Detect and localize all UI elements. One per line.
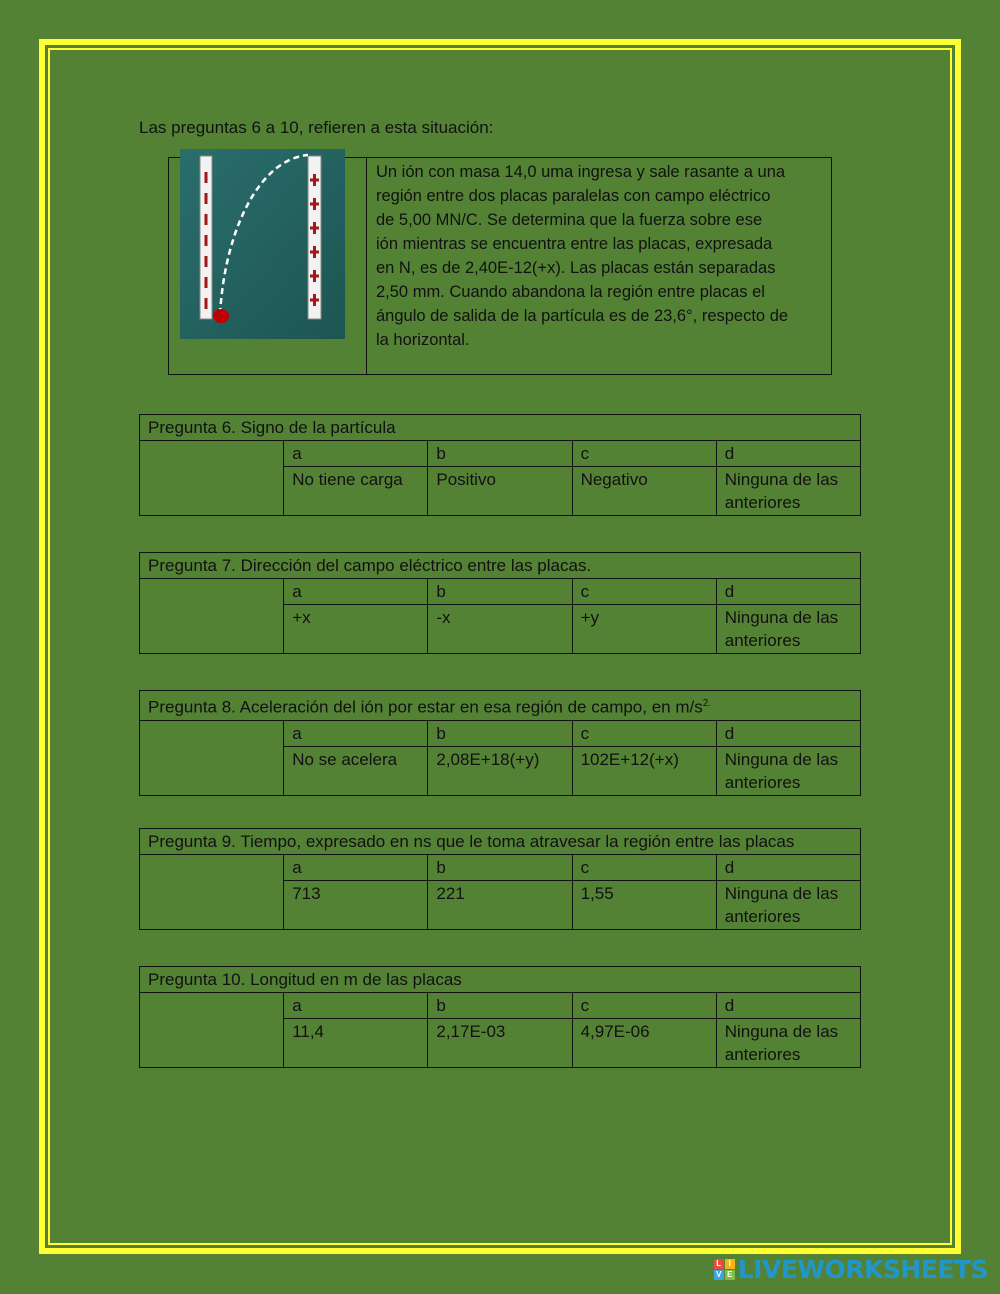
option-answer-d[interactable]: Ninguna de las anteriores <box>716 467 860 516</box>
minus-sign <box>205 214 208 225</box>
question-title-text: Pregunta 10. Longitud en m de las placas <box>148 970 462 989</box>
option-answer-a[interactable]: No se acelera <box>284 746 428 795</box>
option-letter-c: c <box>572 720 716 746</box>
answer-blank-cell[interactable] <box>140 720 284 795</box>
option-answer-d[interactable]: Ninguna de las anteriores <box>716 605 860 654</box>
option-letter-b: b <box>428 993 572 1019</box>
option-letter-d: d <box>716 441 860 467</box>
situation-line: región entre dos placas paralelas con campo eléctrico <box>376 187 771 205</box>
situation-line: 2,50 mm. Cuando abandona la región entre placas el <box>376 283 765 301</box>
liveworksheets-logo <box>714 1255 988 1284</box>
answer-blank-cell[interactable] <box>140 579 284 654</box>
option-answer-b[interactable]: 221 <box>428 881 572 930</box>
logo-mark-l: L <box>714 1259 724 1269</box>
situation-line: ángulo de salida de la partícula es de 23,6°, respecto de <box>376 307 789 325</box>
unit-superscript: 2. <box>702 698 712 709</box>
logo-mark-v: V <box>714 1270 724 1280</box>
option-answer-a[interactable]: 11,4 <box>284 1019 428 1068</box>
minus-sign <box>205 298 208 309</box>
option-letter-c: c <box>572 579 716 605</box>
option-answer-d[interactable]: Ninguna de las anteriores <box>716 881 860 930</box>
option-answer-b[interactable]: 2,08E+18(+y) <box>428 746 572 795</box>
question-table-8 <box>139 690 861 796</box>
logo-text: LIVEWORKSHEETS <box>737 1255 988 1284</box>
option-letter-c: c <box>572 441 716 467</box>
option-letter-a: a <box>284 441 428 467</box>
option-letter-b: b <box>428 441 572 467</box>
situation-line: en N, es de 2,40E-12(+x). Las placas están separadas <box>376 259 776 277</box>
question-title-text: Pregunta 7. Dirección del campo eléctrico entre las placas. <box>148 556 592 575</box>
question-title <box>140 415 861 441</box>
option-answer-c[interactable]: Negativo <box>572 467 716 516</box>
situation-figure-cell <box>169 158 367 374</box>
option-letter-d: d <box>716 720 860 746</box>
option-letter-d: d <box>716 993 860 1019</box>
option-answer-c[interactable]: +y <box>572 605 716 654</box>
option-answer-d[interactable]: Ninguna de las anteriores <box>716 1019 860 1068</box>
parallel-plates-illustration <box>180 149 345 339</box>
situation-line: Un ión con masa 14,0 uma ingresa y sale rasante a una <box>376 163 786 181</box>
option-letter-c: c <box>572 855 716 881</box>
option-answer-b[interactable]: Positivo <box>428 467 572 516</box>
option-answer-d[interactable]: Ninguna de las anteriores <box>716 746 860 795</box>
option-answer-c[interactable]: 1,55 <box>572 881 716 930</box>
situation-line: de 5,00 MN/C. Se determina que la fuerza sobre ese <box>376 211 763 229</box>
question-title <box>140 829 861 855</box>
situation-line: ión mientras se encuentra entre las placas, expresada <box>376 235 773 253</box>
option-letter-a: a <box>284 993 428 1019</box>
logo-mark-icon <box>714 1259 735 1280</box>
option-answer-b[interactable]: 2,17E-03 <box>428 1019 572 1068</box>
question-title-text: Pregunta 6. Signo de la partícula <box>148 418 396 437</box>
question-table-9 <box>139 828 861 930</box>
option-letter-b: b <box>428 579 572 605</box>
question-title <box>140 553 861 579</box>
answer-blank-cell[interactable] <box>140 441 284 516</box>
option-answer-c[interactable]: 4,97E-06 <box>572 1019 716 1068</box>
logo-mark-i: I <box>725 1259 735 1269</box>
situation-line: la horizontal. <box>376 331 470 349</box>
minus-sign <box>205 172 208 183</box>
option-letter-a: a <box>284 855 428 881</box>
option-answer-a[interactable]: No tiene carga <box>284 467 428 516</box>
logo-mark-e: E <box>725 1270 735 1280</box>
option-letter-b: b <box>428 720 572 746</box>
minus-sign <box>205 256 208 267</box>
minus-sign <box>205 277 208 288</box>
option-letter-c: c <box>572 993 716 1019</box>
option-letter-b: b <box>428 855 572 881</box>
answer-blank-cell[interactable] <box>140 993 284 1068</box>
minus-sign <box>205 193 208 204</box>
question-title <box>140 967 861 993</box>
situation-description <box>367 158 831 374</box>
option-answer-a[interactable]: +x <box>284 605 428 654</box>
question-table-6 <box>139 414 861 516</box>
option-letter-d: d <box>716 579 860 605</box>
question-table-10 <box>139 966 861 1068</box>
question-title-text: Pregunta 9. Tiempo, expresado en ns que le toma atravesar la región entre las placas <box>148 832 795 851</box>
question-table-7 <box>139 552 861 654</box>
question-title <box>140 691 861 721</box>
option-letter-d: d <box>716 855 860 881</box>
particle-ion <box>213 309 229 323</box>
answer-blank-cell[interactable] <box>140 855 284 930</box>
intro-text: Las preguntas 6 a 10, refieren a esta situación: <box>139 118 494 137</box>
option-answer-a[interactable]: 713 <box>284 881 428 930</box>
option-letter-a: a <box>284 579 428 605</box>
option-answer-b[interactable]: -x <box>428 605 572 654</box>
question-title-text: Pregunta 8. Aceleración del ión por estar en esa región de campo, en m/s <box>148 697 703 717</box>
option-answer-c[interactable]: 102E+12(+x) <box>572 746 716 795</box>
option-letter-a: a <box>284 720 428 746</box>
minus-sign <box>205 235 208 246</box>
situation-box <box>168 157 832 375</box>
